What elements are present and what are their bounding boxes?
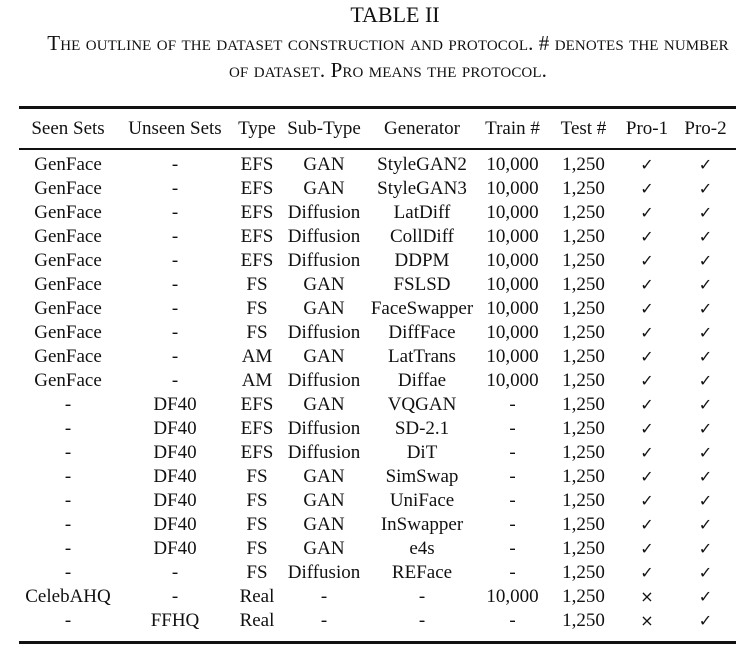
- cell-sub-type: GAN: [303, 490, 345, 511]
- cell-train-count: -: [509, 394, 516, 415]
- cell-test-count: 1,250: [562, 442, 605, 463]
- cell-generator: UniFace: [389, 490, 455, 511]
- cell-pro-2-mark-icon: ✓: [698, 563, 713, 582]
- cell-type: EFS: [240, 154, 274, 175]
- cell-seen-set: -: [64, 538, 72, 559]
- cell-test-count: 1,250: [562, 394, 605, 415]
- cell-test-count: 1,250: [562, 538, 605, 559]
- table-row: [19, 561, 736, 585]
- table-row: [19, 321, 736, 345]
- cell-unseen-set: DF40: [153, 394, 197, 415]
- cell-test-count: 1,250: [562, 298, 605, 319]
- cell-sub-type: GAN: [303, 346, 345, 367]
- table-caption: The outline of the dataset construction and protocol. # denotes the number of dataset. Pro means the protocol.: [47, 31, 729, 82]
- cell-train-count: 10,000: [486, 178, 539, 199]
- cell-pro-1-mark-icon: ✓: [640, 251, 654, 270]
- cell-generator: SD-2.1: [394, 418, 450, 439]
- header-unseen-sets: Unseen Sets: [128, 118, 222, 139]
- cell-generator: LatDiff: [393, 202, 451, 223]
- cell-seen-set: GenFace: [34, 250, 102, 271]
- cell-generator: -: [418, 586, 426, 607]
- header-sub-type: Sub-Type: [287, 118, 361, 139]
- header-train-count: Train #: [485, 118, 540, 139]
- cell-seen-set: -: [64, 418, 72, 439]
- cell-sub-type: -: [320, 610, 328, 631]
- cell-seen-set: -: [64, 442, 72, 463]
- cell-pro-1-mark-icon: ×: [640, 587, 654, 606]
- cell-type: FS: [246, 322, 268, 343]
- cell-type: FS: [246, 466, 268, 487]
- cell-sub-type: GAN: [303, 514, 345, 535]
- cell-unseen-set: DF40: [153, 466, 197, 487]
- cell-pro-2-mark-icon: ✓: [698, 395, 713, 414]
- table-title: TABLE II: [350, 2, 440, 27]
- cell-unseen-set: DF40: [153, 418, 197, 439]
- cell-test-count: 1,250: [562, 322, 605, 343]
- header-test-count: Test #: [560, 118, 607, 139]
- table-row: [19, 177, 736, 201]
- cell-unseen-set: -: [171, 274, 179, 295]
- cell-pro-2-mark-icon: ✓: [698, 467, 713, 486]
- cell-type: EFS: [240, 226, 274, 247]
- cell-pro-2-mark-icon: ✓: [698, 371, 713, 390]
- cell-train-count: 10,000: [486, 370, 539, 391]
- cell-unseen-set: -: [171, 370, 179, 391]
- cell-generator: InSwapper: [380, 514, 464, 535]
- cell-sub-type: GAN: [303, 394, 345, 415]
- cell-test-count: 1,250: [562, 370, 605, 391]
- cell-unseen-set: DF40: [153, 490, 197, 511]
- cell-type: Real: [239, 586, 275, 607]
- table-row: [19, 441, 736, 465]
- table-row: [19, 417, 736, 441]
- cell-sub-type: Diffusion: [287, 226, 361, 247]
- cell-pro-2-mark-icon: ✓: [698, 299, 713, 318]
- cell-train-count: 10,000: [486, 322, 539, 343]
- cell-seen-set: GenFace: [34, 322, 102, 343]
- cell-seen-set: GenFace: [34, 154, 102, 175]
- cell-pro-1-mark-icon: ✓: [640, 203, 654, 222]
- cell-test-count: 1,250: [562, 562, 605, 583]
- cell-pro-2-mark-icon: ✓: [698, 443, 713, 462]
- cell-pro-2-mark-icon: ✓: [698, 419, 713, 438]
- header-generator: Generator: [384, 118, 460, 139]
- cell-pro-1-mark-icon: ✓: [640, 443, 654, 462]
- cell-seen-set: -: [64, 610, 72, 631]
- table-row: [19, 393, 736, 417]
- cell-generator: StyleGAN2: [377, 154, 467, 175]
- header-type: Type: [238, 118, 276, 139]
- cell-seen-set: -: [64, 394, 72, 415]
- cell-train-count: 10,000: [486, 346, 539, 367]
- cell-generator: DiffFace: [388, 322, 456, 343]
- cell-test-count: 1,250: [562, 202, 605, 223]
- header-seen-sets: Seen Sets: [31, 118, 105, 139]
- cell-pro-2-mark-icon: ✓: [698, 203, 713, 222]
- cell-seen-set: GenFace: [34, 274, 102, 295]
- cell-sub-type: GAN: [303, 274, 345, 295]
- cell-sub-type: GAN: [303, 298, 345, 319]
- cell-generator: FaceSwapper: [370, 298, 474, 319]
- cell-pro-1-mark-icon: ✓: [640, 299, 654, 318]
- table-row: [19, 369, 736, 393]
- cell-sub-type: Diffusion: [287, 370, 361, 391]
- cell-sub-type: Diffusion: [287, 202, 361, 223]
- cell-pro-1-mark-icon: ✓: [640, 371, 654, 390]
- cell-seen-set: GenFace: [34, 202, 102, 223]
- cell-pro-2-mark-icon: ✓: [698, 275, 713, 294]
- table-row: [19, 465, 736, 489]
- cell-sub-type: GAN: [303, 538, 345, 559]
- cell-seen-set: -: [64, 562, 72, 583]
- cell-test-count: 1,250: [562, 154, 605, 175]
- cell-test-count: 1,250: [562, 490, 605, 511]
- cell-train-count: -: [509, 466, 516, 487]
- cell-type: FS: [246, 274, 268, 295]
- cell-unseen-set: -: [171, 322, 179, 343]
- dataset-protocol-table: [19, 114, 736, 633]
- cell-generator: e4s: [409, 538, 435, 559]
- cell-pro-2-mark-icon: ✓: [698, 155, 713, 174]
- cell-unseen-set: -: [171, 154, 179, 175]
- cell-type: AM: [241, 346, 273, 367]
- cell-type: FS: [246, 538, 268, 559]
- cell-sub-type: Diffusion: [287, 322, 361, 343]
- cell-test-count: 1,250: [562, 250, 605, 271]
- cell-generator: CollDiff: [389, 226, 455, 247]
- cell-train-count: -: [509, 442, 516, 463]
- table-row: [19, 249, 736, 273]
- cell-type: EFS: [240, 394, 274, 415]
- cell-pro-1-mark-icon: ✓: [640, 539, 654, 558]
- bottom-rule: [19, 641, 736, 644]
- cell-pro-1-mark-icon: ✓: [640, 347, 654, 366]
- cell-generator: LatTrans: [388, 346, 456, 367]
- cell-sub-type: Diffusion: [287, 562, 361, 583]
- cell-generator: StyleGAN3: [377, 178, 467, 199]
- cell-pro-1-mark-icon: ✓: [640, 395, 654, 414]
- header-pro-1: Pro-1: [625, 118, 669, 139]
- cell-sub-type: Diffusion: [287, 250, 361, 271]
- cell-seen-set: GenFace: [34, 346, 102, 367]
- cell-train-count: 10,000: [486, 202, 539, 223]
- cell-type: FS: [246, 562, 268, 583]
- cell-pro-2-mark-icon: ✓: [698, 515, 713, 534]
- cell-unseen-set: -: [171, 298, 179, 319]
- cell-type: FS: [246, 514, 268, 535]
- cell-pro-2-mark-icon: ✓: [698, 491, 713, 510]
- cell-type: EFS: [240, 442, 274, 463]
- cell-type: Real: [239, 610, 275, 631]
- table-row: [19, 345, 736, 369]
- table-row: [19, 144, 736, 177]
- cell-pro-2-mark-icon: ✓: [698, 611, 713, 630]
- cell-seen-set: GenFace: [34, 178, 102, 199]
- table-row: [19, 201, 736, 225]
- header-row: [19, 114, 736, 144]
- cell-train-count: -: [509, 418, 516, 439]
- cell-pro-2-mark-icon: ✓: [698, 539, 713, 558]
- table-row: [19, 585, 736, 609]
- cell-type: EFS: [240, 202, 274, 223]
- cell-seen-set: -: [64, 514, 72, 535]
- cell-unseen-set: -: [171, 178, 179, 199]
- cell-test-count: 1,250: [562, 274, 605, 295]
- cell-unseen-set: -: [171, 250, 179, 271]
- cell-seen-set: -: [64, 466, 72, 487]
- cell-sub-type: -: [320, 586, 328, 607]
- cell-type: AM: [241, 370, 273, 391]
- cell-sub-type: Diffusion: [287, 442, 361, 463]
- cell-test-count: 1,250: [562, 418, 605, 439]
- cell-pro-1-mark-icon: ✓: [640, 491, 654, 510]
- cell-type: FS: [246, 298, 268, 319]
- cell-pro-1-mark-icon: ✓: [640, 563, 654, 582]
- cell-generator: SimSwap: [385, 466, 459, 487]
- cell-test-count: 1,250: [562, 346, 605, 367]
- table-row: [19, 225, 736, 249]
- cell-unseen-set: FFHQ: [150, 610, 200, 631]
- cell-unseen-set: DF40: [153, 514, 197, 535]
- cell-sub-type: GAN: [303, 178, 345, 199]
- table-row: [19, 609, 736, 633]
- cell-generator: Diffae: [397, 370, 447, 391]
- cell-pro-1-mark-icon: ✓: [640, 155, 654, 174]
- cell-test-count: 1,250: [562, 178, 605, 199]
- cell-pro-2-mark-icon: ✓: [698, 227, 713, 246]
- cell-generator: -: [418, 610, 426, 631]
- cell-pro-2-mark-icon: ✓: [698, 323, 713, 342]
- cell-train-count: -: [509, 490, 516, 511]
- cell-pro-2-mark-icon: ✓: [698, 347, 713, 366]
- cell-seen-set: GenFace: [34, 226, 102, 247]
- cell-pro-1-mark-icon: ✓: [640, 467, 654, 486]
- cell-pro-1-mark-icon: ✓: [640, 275, 654, 294]
- table-row: [19, 297, 736, 321]
- cell-unseen-set: -: [171, 202, 179, 223]
- cell-test-count: 1,250: [562, 466, 605, 487]
- cell-pro-1-mark-icon: ✓: [640, 179, 654, 198]
- cell-pro-1-mark-icon: ✓: [640, 515, 654, 534]
- cell-type: FS: [246, 490, 268, 511]
- cell-train-count: -: [509, 538, 516, 559]
- cell-pro-1-mark-icon: ✓: [640, 323, 654, 342]
- cell-pro-2-mark-icon: ✓: [698, 251, 713, 270]
- cell-sub-type: GAN: [303, 154, 345, 175]
- cell-generator: REFace: [391, 562, 453, 583]
- cell-pro-1-mark-icon: ✓: [640, 227, 654, 246]
- cell-sub-type: GAN: [303, 466, 345, 487]
- cell-seen-set: CelebAHQ: [25, 586, 111, 607]
- cell-type: EFS: [240, 178, 274, 199]
- cell-train-count: 10,000: [486, 154, 539, 175]
- cell-seen-set: -: [64, 490, 72, 511]
- cell-train-count: 10,000: [486, 298, 539, 319]
- cell-train-count: 10,000: [486, 250, 539, 271]
- cell-seen-set: GenFace: [34, 298, 102, 319]
- cell-test-count: 1,250: [562, 586, 605, 607]
- table-body: [19, 144, 736, 633]
- cell-train-count: -: [509, 562, 516, 583]
- cell-test-count: 1,250: [562, 514, 605, 535]
- cell-sub-type: Diffusion: [287, 418, 361, 439]
- header-pro-2: Pro-2: [684, 118, 727, 139]
- cell-type: EFS: [240, 250, 274, 271]
- cell-unseen-set: DF40: [153, 538, 197, 559]
- cell-train-count: -: [509, 514, 516, 535]
- cell-type: EFS: [240, 418, 274, 439]
- cell-test-count: 1,250: [562, 226, 605, 247]
- cell-unseen-set: -: [171, 562, 179, 583]
- cell-unseen-set: -: [171, 586, 179, 607]
- cell-generator: VQGAN: [387, 394, 457, 415]
- cell-seen-set: GenFace: [34, 370, 102, 391]
- cell-train-count: -: [509, 610, 516, 631]
- table-row: [19, 489, 736, 513]
- cell-unseen-set: DF40: [153, 442, 197, 463]
- cell-unseen-set: -: [171, 226, 179, 247]
- cell-pro-2-mark-icon: ✓: [698, 587, 713, 606]
- table-row: [19, 273, 736, 297]
- top-rule: [19, 106, 736, 109]
- cell-test-count: 1,250: [562, 610, 605, 631]
- cell-unseen-set: -: [171, 346, 179, 367]
- cell-generator: FSLSD: [393, 274, 451, 295]
- table-row: [19, 537, 736, 561]
- cell-train-count: 10,000: [486, 586, 539, 607]
- cell-generator: DiT: [406, 442, 438, 463]
- cell-pro-2-mark-icon: ✓: [698, 179, 713, 198]
- table-row: [19, 513, 736, 537]
- cell-train-count: 10,000: [486, 274, 539, 295]
- cell-pro-1-mark-icon: ✓: [640, 419, 654, 438]
- cell-pro-1-mark-icon: ×: [640, 611, 654, 630]
- cell-generator: DDPM: [394, 250, 450, 271]
- cell-train-count: 10,000: [486, 226, 539, 247]
